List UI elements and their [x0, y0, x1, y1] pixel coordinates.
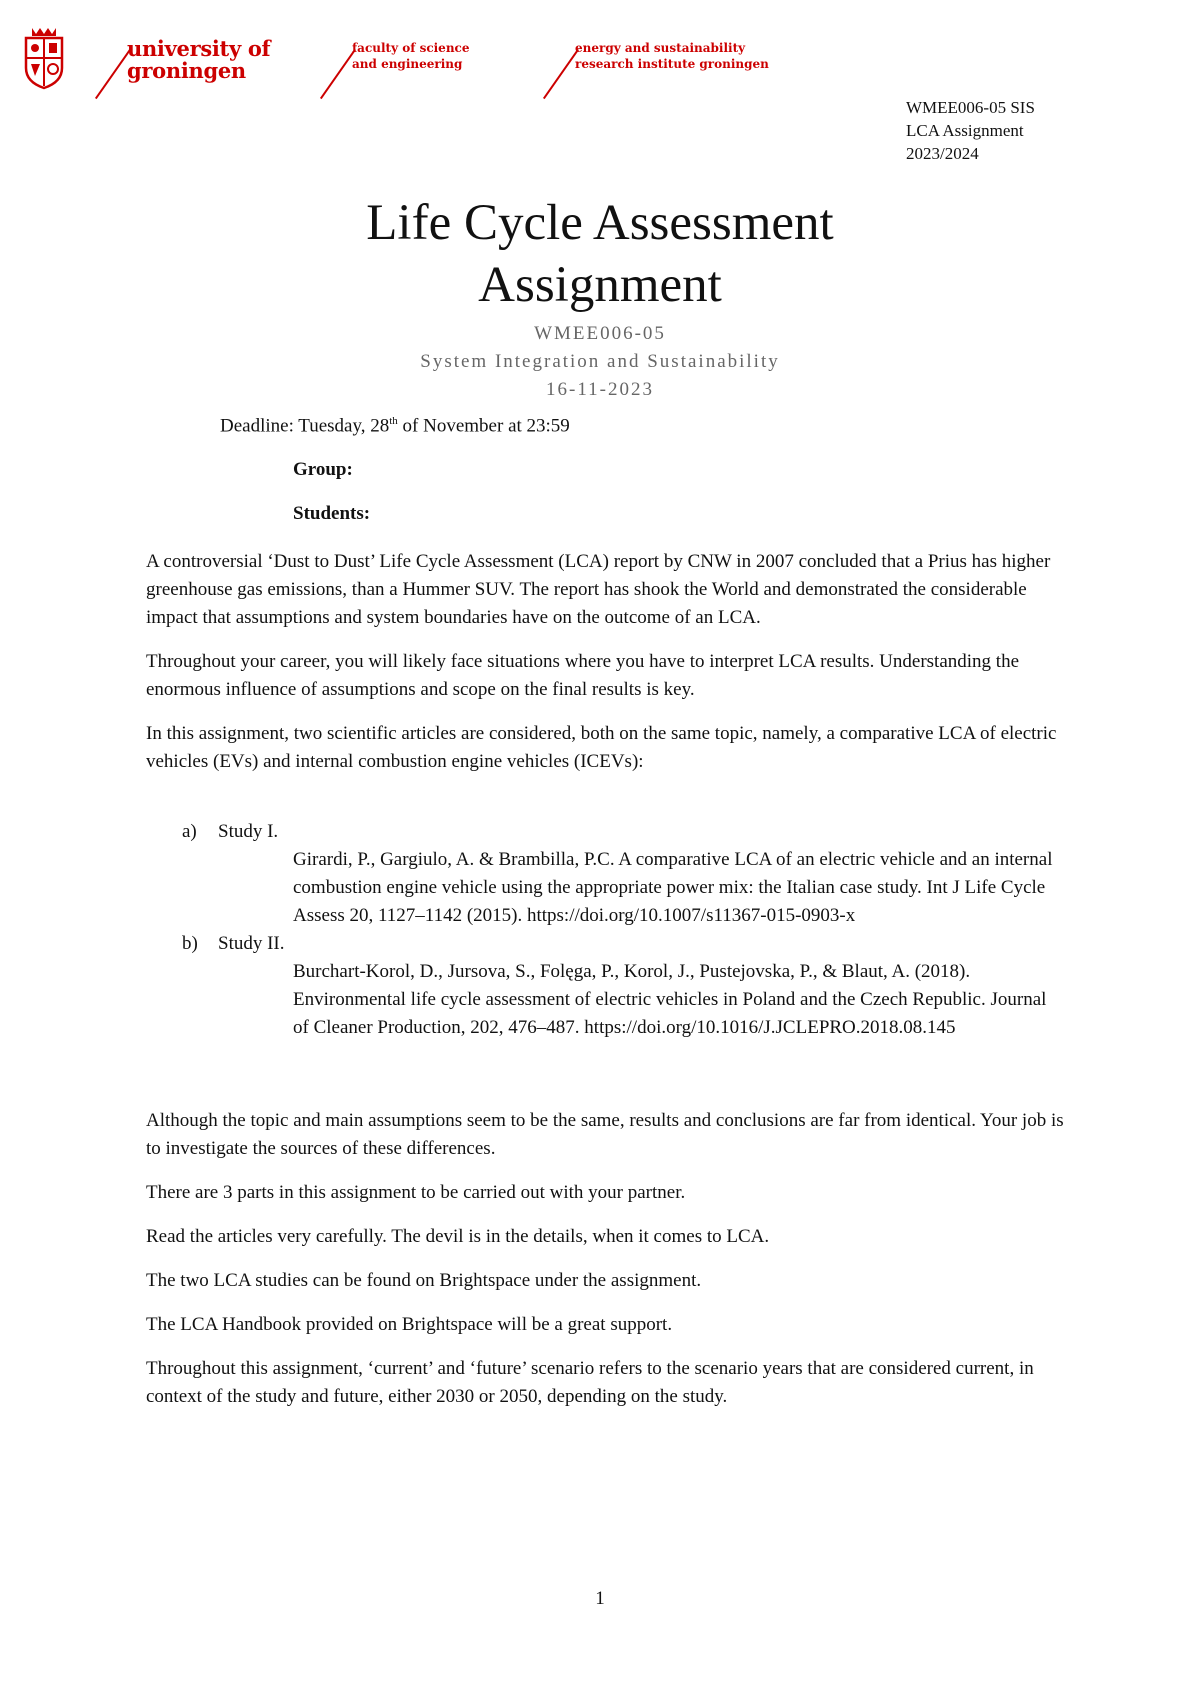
- closing-paragraph: The two LCA studies can be found on Brightspace under the assignment.: [146, 1270, 702, 1291]
- page-header: [22, 24, 782, 94]
- divider-slash: [543, 49, 579, 99]
- study-reference: Burchart-Korol, D., Jursova, S., Folęga, P., Korol, J., Pustejovska, P., & Blaut, A. (2018). Environmental life cycle assessment of electric vehicles in Poland and the Czech Republic. Journal of Cleaner Production, 202, 476–487. https://doi.org/10.1016/J.JCLEPRO.2018.08.145: [293, 961, 1047, 1038]
- closing-paragraph: Throughout this assignment, ‘current’ and ‘future’ scenario refers to the scenario years that are considered current, in context of the study and future, either 2030 or 2050, depending on the study.: [146, 1358, 1034, 1407]
- study-title: Study II.: [218, 933, 285, 954]
- closing-paragraph: There are 3 parts in this assignment to be carried out with your partner.: [146, 1182, 686, 1203]
- page-number: 1: [595, 1588, 605, 1609]
- students-label: Students:: [293, 503, 371, 524]
- closing-paragraph: Although the topic and main assumptions seem to be the same, results and conclusions are far from identical. Your job is to investigate the sources of these differences.: [146, 1110, 1064, 1159]
- course-info: WMEE006-05 SIS LCA Assignment 2023/2024: [906, 98, 1035, 163]
- divider-slash: [320, 49, 356, 99]
- list-marker: a): [182, 821, 197, 842]
- closing-paragraph: The LCA Handbook provided on Brightspace will be a great support.: [146, 1314, 673, 1335]
- closing-section: [146, 1107, 1066, 1427]
- study-item: [146, 818, 1066, 846]
- intro-paragraph: Throughout your career, you will likely face situations where you have to interpret LCA results. Understanding the enormous influence of assumptions and scope on the final results is key.: [146, 651, 1020, 700]
- intro-paragraph: A controversial ‘Dust to Dust’ Life Cycle Assessment (LCA) report by CNW in 2007 concluded that a Prius has higher greenhouse gas emissions, than a Hummer SUV. The report has shook the World and demonstrated the considerable impact that assumptions and system boundaries have on the outcome of an LCA.: [146, 551, 1051, 628]
- faculty-logo-text: faculty of science and engineering: [352, 41, 470, 71]
- study-reference: Girardi, P., Gargiulo, A. & Brambilla, P.C. A comparative LCA of an electric vehicle and an internal combustion engine vehicle using the appropriate power mix: the Italian case study. Int J Life Cycle Assess 20, 1127–1142 (2015). https://doi.org/10.1007/s11367-015-0903-x: [293, 849, 1053, 926]
- study-item: [146, 930, 1066, 958]
- deadline: Deadline: Tuesday, 28th of November at 23:59: [220, 415, 570, 437]
- closing-paragraph: Read the articles very carefully. The devil is in the details, when it comes to LCA.: [146, 1226, 770, 1247]
- document-title: Life Cycle Assessment Assignment: [366, 195, 834, 313]
- document-subtitle: WMEE006-05 System Integration and Sustainability 16-11-2023: [420, 323, 780, 400]
- divider-slash: [95, 49, 131, 99]
- study-title: Study I.: [218, 821, 279, 842]
- university-logo-text: university of groningen: [127, 36, 271, 83]
- intro-paragraph: In this assignment, two scientific articles are considered, both on the same topic, namely, a comparative LCA of electric vehicles (EVs) and internal combustion engine vehicles (ICEVs):: [146, 723, 1057, 772]
- group-label: Group:: [293, 459, 353, 480]
- university-crest-icon: [22, 24, 66, 90]
- intro-section: [146, 548, 1066, 792]
- institute-logo-text: energy and sustainability research institute groningen: [575, 41, 769, 71]
- list-marker: b): [182, 933, 198, 954]
- study-list: [146, 818, 1066, 1042]
